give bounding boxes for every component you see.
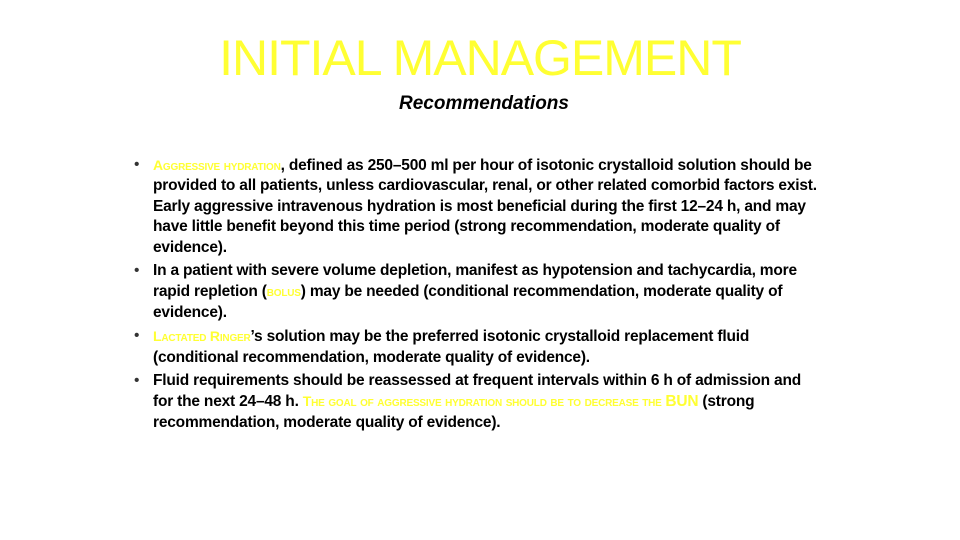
slide-title: INITIAL MANAGEMENT xyxy=(219,30,741,86)
bullet-icon: • xyxy=(134,372,140,390)
bullet-icon: • xyxy=(134,327,140,345)
item-text: , defined as 250–500 ml per hour of isotonic crystalloid solution should be provided to all patients, unless cardiovascular, renal, or other related comorbid factors exist. Early aggressive intravenous hydration is most beneficial during the first 12–24 h, and may have little benefit beyond this time period (strong recommendation, moderate quality of evidence). xyxy=(153,157,817,256)
highlight-text: Aggressive hydration xyxy=(153,157,281,173)
bullet-icon: • xyxy=(134,156,140,173)
bullet-icon: • xyxy=(134,262,140,280)
list-item xyxy=(134,261,824,323)
item-text: In a patient with severe volume depletion, manifest as hypotension and tachycardia, more rapid repletion ( xyxy=(153,262,797,301)
slide-subtitle: Recommendations xyxy=(399,93,569,114)
item-text: ) may be needed (conditional recommendation, moderate quality of evidence). xyxy=(153,283,783,321)
highlight-text: The goal of aggressive hydration should be to decrease the xyxy=(302,393,666,410)
item-text: ’s solution may be the preferred isotonic crystalloid replacement fluid (conditional recommendation, moderate quality of evidence). xyxy=(153,328,750,366)
list-item xyxy=(134,371,824,433)
highlight-text: bolus xyxy=(266,283,301,300)
item-text: (strong recommendation, moderate quality of evidence). xyxy=(153,393,755,431)
highlight-text: Lactated Ringer xyxy=(153,328,251,345)
list-item xyxy=(134,155,824,258)
highlight-text: BUN xyxy=(665,393,699,411)
item-text: Fluid requirements should be reassessed at frequent intervals within 6 h of admission and for the next 24–48 h. xyxy=(153,372,801,411)
recommendation-list xyxy=(134,155,824,436)
list-item xyxy=(134,326,824,368)
